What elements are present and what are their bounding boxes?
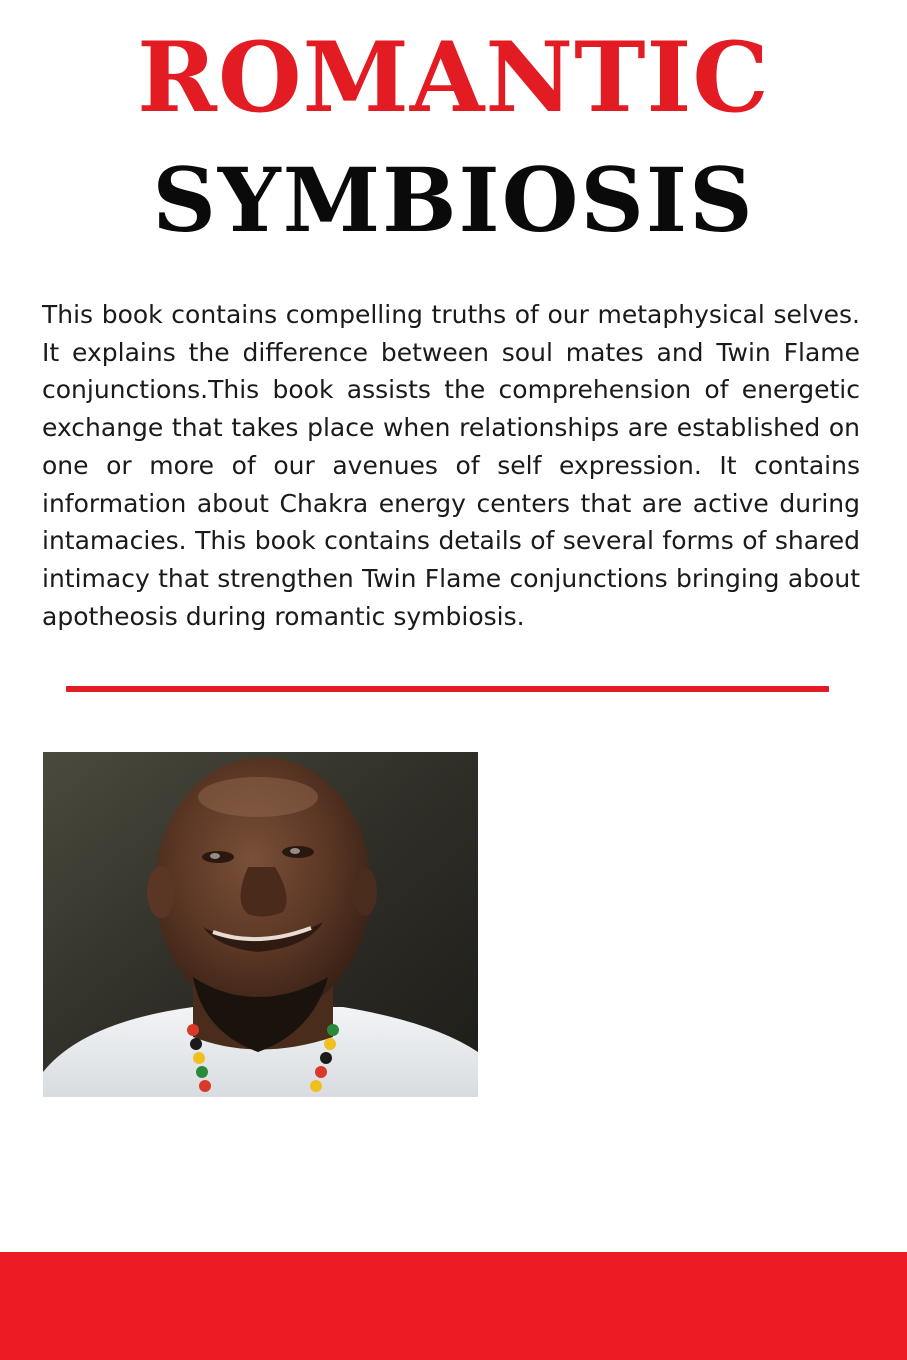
title-romantic: ROMANTIC (137, 21, 770, 134)
author-photo (43, 752, 478, 1097)
title-symbiosis: SYMBIOSIS (152, 148, 755, 252)
divider-line (66, 686, 829, 692)
footer-bar (0, 1252, 907, 1360)
book-description: This book contains compelling truths of our metaphysical selves. It explains the difference between soul mates and Twin Flame conjunctions.This book assists the comprehension of energetic exchange that takes place when relationships are established on one or more of our avenues of self expression. It contains information about Chakra energy centers that are active during intamacies. This book contains details of several forms of shared intimacy that strengthen Twin Flame conjunctions bringing about apotheosis during romantic symbiosis. (42, 300, 860, 631)
